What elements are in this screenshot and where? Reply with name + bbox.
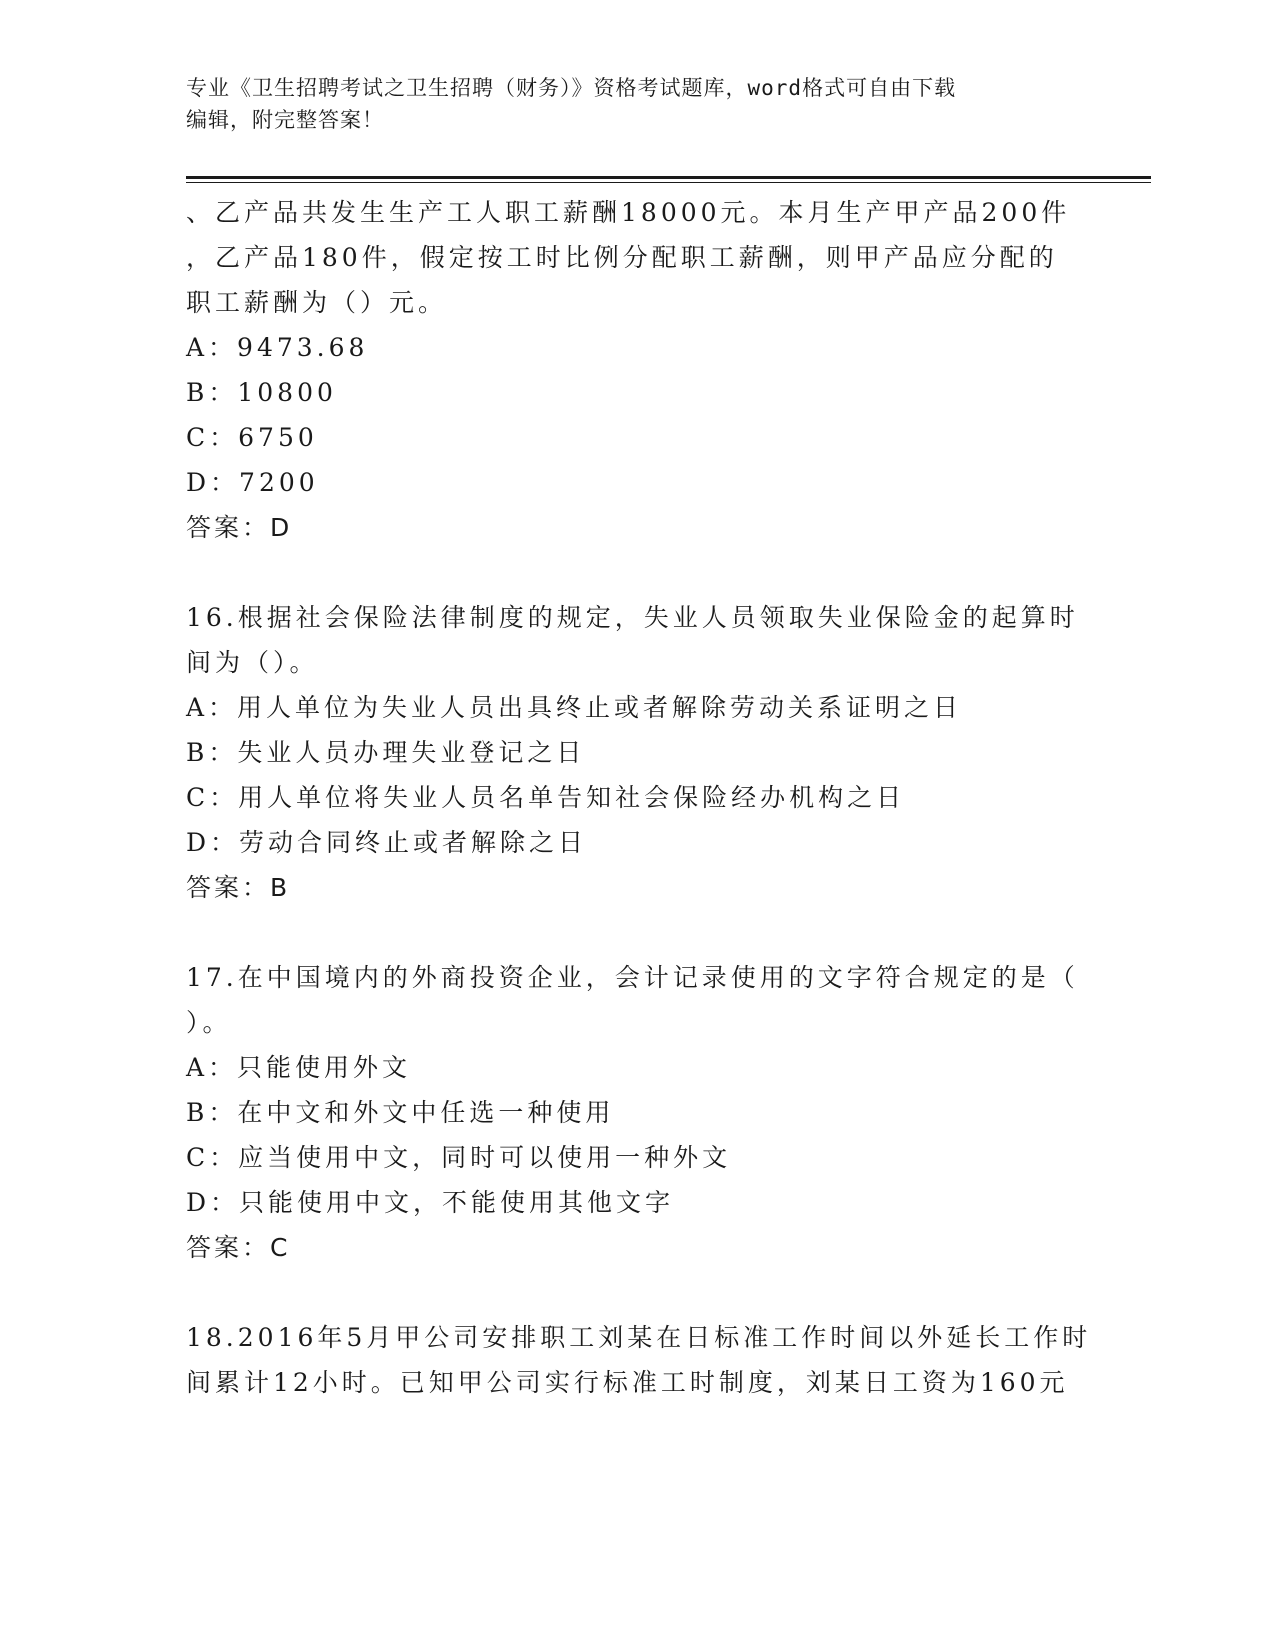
header-divider-thick (186, 176, 1151, 179)
question-15-option-c: C：6750 (186, 423, 318, 452)
question-18-text-line-2: 间累计12小时。已知甲公司实行标准工时制度，刘某日工资为160元 (186, 1368, 1069, 1397)
header-divider-thin (186, 182, 1151, 183)
question-15-answer: 答案：D (186, 513, 293, 542)
question-15-text-line-2: ，乙产品180件，假定按工时比例分配职工薪酬，则甲产品应分配的 (186, 243, 1058, 272)
spacer (186, 1270, 1076, 1315)
question-18-text-line-1: 18.2016年5月甲公司安排职工刘某在日标准工作时间以外延长工作时 (186, 1323, 1092, 1352)
question-15-text-line-3: 职工薪酬为（）元。 (186, 288, 448, 317)
header-title-line-1: 专业《卫生招聘考试之卫生招聘（财务）》资格考试题库，word格式可自由下载 (186, 76, 957, 100)
question-list (186, 190, 1092, 1405)
question-15 (186, 190, 1076, 550)
question-17-option-d: D：只能使用中文，不能使用其他文字 (186, 1188, 675, 1217)
question-17-option-b: B：在中文和外文中任选一种使用 (186, 1098, 615, 1127)
question-16-text-line-1: 16.根据社会保险法律制度的规定，失业人员领取失业保险金的起算时 (186, 603, 1079, 632)
spacer (186, 550, 1076, 595)
question-16-option-a: A：用人单位为失业人员出具终止或者解除劳动关系证明之日 (186, 693, 963, 722)
question-17 (186, 955, 1079, 1270)
question-16-option-c: C：用人单位将失业人员名单告知社会保险经办机构之日 (186, 783, 906, 812)
document-header (186, 72, 1066, 136)
question-16-option-b: B：失业人员办理失业登记之日 (186, 738, 586, 767)
header-title-line-2: 编辑，附完整答案！ (186, 108, 384, 132)
question-15-option-b: B：10800 (186, 378, 337, 407)
question-18 (186, 1315, 1092, 1405)
question-15-text-line-1: 、乙产品共发生生产工人职工薪酬18000元。本月生产甲产品200件 (186, 198, 1071, 227)
question-16 (186, 595, 1079, 910)
question-17-option-a: A：只能使用外文 (186, 1053, 412, 1082)
question-16-text-line-2: 间为（）。 (186, 648, 319, 677)
question-17-answer: 答案：C (186, 1233, 291, 1262)
question-17-option-c: C：应当使用中文，同时可以使用一种外文 (186, 1143, 732, 1172)
question-15-option-a: A：9473.68 (186, 333, 369, 362)
question-17-text-line-2: ）。 (186, 1008, 232, 1037)
spacer (186, 910, 1076, 955)
question-15-option-d: D：7200 (186, 468, 319, 497)
question-16-answer: 答案：B (186, 873, 291, 902)
question-16-option-d: D：劳动合同终止或者解除之日 (186, 828, 588, 857)
question-17-text-line-1: 17.在中国境内的外商投资企业，会计记录使用的文字符合规定的是（ (186, 963, 1079, 992)
